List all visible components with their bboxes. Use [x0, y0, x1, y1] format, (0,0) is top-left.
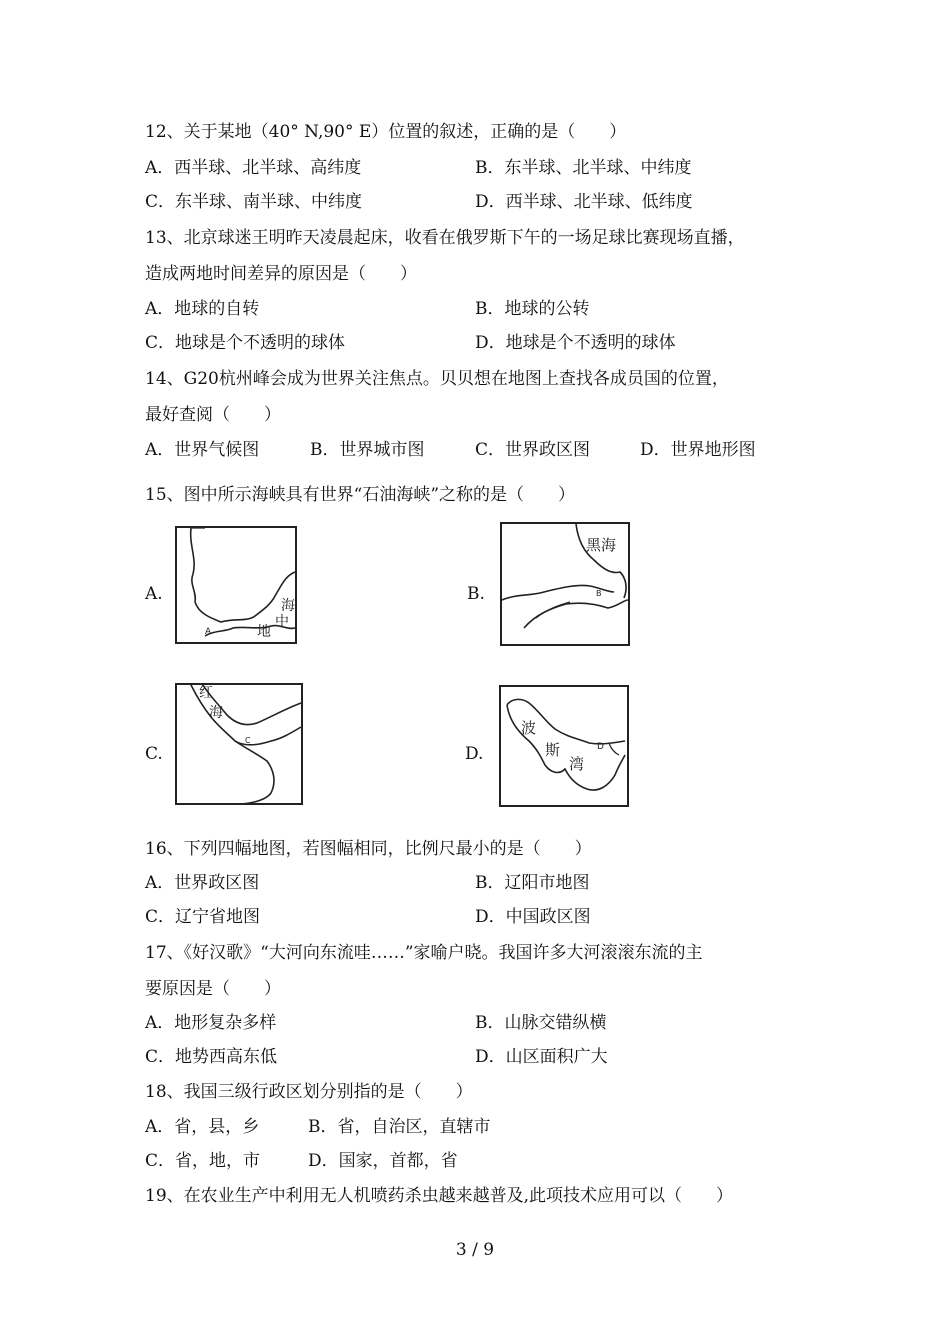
q19-stem: 19、在农业生产中利用无人机喷药杀虫越来越普及,此项技术应用可以（ ）: [145, 1186, 734, 1206]
q13-option-a: A．地球的自转: [145, 299, 260, 319]
q13-option-c: C．地球是个不透明的球体: [145, 333, 346, 353]
q12-option-d: D．西半球、北半球、低纬度: [475, 192, 693, 212]
q13-stem-line2: 造成两地时间差异的原因是（ ）: [145, 264, 417, 284]
q12-option-b: B．东半球、北半球、中纬度: [475, 158, 692, 178]
q15-option-a-label: A.: [145, 584, 163, 604]
q16-option-a: A．世界政区图: [145, 873, 260, 893]
page-number: 3 / 9: [455, 1240, 495, 1260]
q17-option-c: C．地势西高东低: [145, 1047, 278, 1067]
q12-stem: 12、关于某地（40° N,90° E）位置的叙述，正确的是（ ）: [145, 122, 627, 142]
q12-option-c: C．东半球、南半球、中纬度: [145, 192, 363, 212]
q13-option-b: B．地球的公转: [475, 299, 590, 319]
map-a-gibraltar: [175, 526, 297, 644]
map-c-bab-el-mandeb: [175, 683, 303, 805]
q17-stem-line1: 17、《好汉歌》“大河向东流哇……”家喻户晓。我国许多大河滚滚东流的主: [145, 943, 703, 963]
q15-option-d-label: D.: [465, 744, 484, 764]
map-d-sea-char-1: 波: [521, 719, 537, 737]
q16-option-d: D．中国政区图: [475, 907, 591, 927]
q14-option-d: D．世界地形图: [640, 440, 756, 460]
map-b-point-label: B: [596, 589, 602, 598]
q14-option-c: C．世界政区图: [475, 440, 591, 460]
map-a-sea-char-3: 地: [257, 624, 271, 640]
q18-option-a: A．省，县，乡: [145, 1117, 260, 1137]
map-a-sea-char-1: 海: [281, 598, 295, 614]
q18-option-d: D．国家，首都，省: [308, 1151, 458, 1171]
map-d-hormuz: [499, 685, 629, 807]
map-b-sea-label: 黑海: [586, 536, 617, 554]
q14-option-a: A．世界气候图: [145, 440, 260, 460]
map-a-sea-char-2: 中: [275, 614, 289, 630]
q13-option-d: D．地球是个不透明的球体: [475, 333, 676, 353]
map-d-point-label: D: [597, 742, 604, 752]
q15-option-c-label: C.: [145, 744, 163, 764]
map-d-sea-char-2: 斯: [545, 741, 561, 759]
map-d-sea-char-3: 湾: [569, 755, 585, 773]
q17-option-d: D．山区面积广大: [475, 1047, 608, 1067]
q17-stem-line2: 要原因是（ ）: [145, 979, 281, 999]
q15-stem: 15、图中所示海峡具有世界“石油海峡”之称的是（ ）: [145, 485, 576, 505]
q17-option-b: B．山脉交错纵横: [475, 1013, 607, 1033]
q14-stem-line2: 最好查阅（ ）: [145, 405, 281, 425]
q16-option-c: C．辽宁省地图: [145, 907, 261, 927]
q17-option-a: A．地形复杂多样: [145, 1013, 277, 1033]
map-a-point-label: A: [205, 627, 212, 637]
q16-option-b: B．辽阳市地图: [475, 873, 590, 893]
map-c-sea-char-1: 红: [199, 685, 213, 701]
q15-option-b-label: B.: [467, 584, 485, 604]
map-c-sea-char-2: 海: [209, 705, 223, 721]
q16-stem: 16、下列四幅地图，若图幅相同，比例尺最小的是（ ）: [145, 839, 592, 859]
q14-stem-line1: 14、G20杭州峰会成为世界关注焦点。贝贝想在地图上查找各成员国的位置，: [145, 369, 729, 389]
q18-option-b: B．省，自治区，直辖市: [308, 1117, 491, 1137]
q14-option-b: B．世界城市图: [310, 440, 425, 460]
q18-stem: 18、我国三级行政区划分别指的是（ ）: [145, 1082, 473, 1102]
map-b-bosporus: [500, 522, 630, 646]
q12-option-a: A．西半球、北半球、高纬度: [145, 158, 362, 178]
map-c-point-label: C: [245, 736, 251, 745]
q13-stem-line1: 13、北京球迷王明昨天凌晨起床，收看在俄罗斯下午的一场足球比赛现场直播，: [145, 228, 745, 248]
q18-option-c: C．省，地，市: [145, 1151, 261, 1171]
